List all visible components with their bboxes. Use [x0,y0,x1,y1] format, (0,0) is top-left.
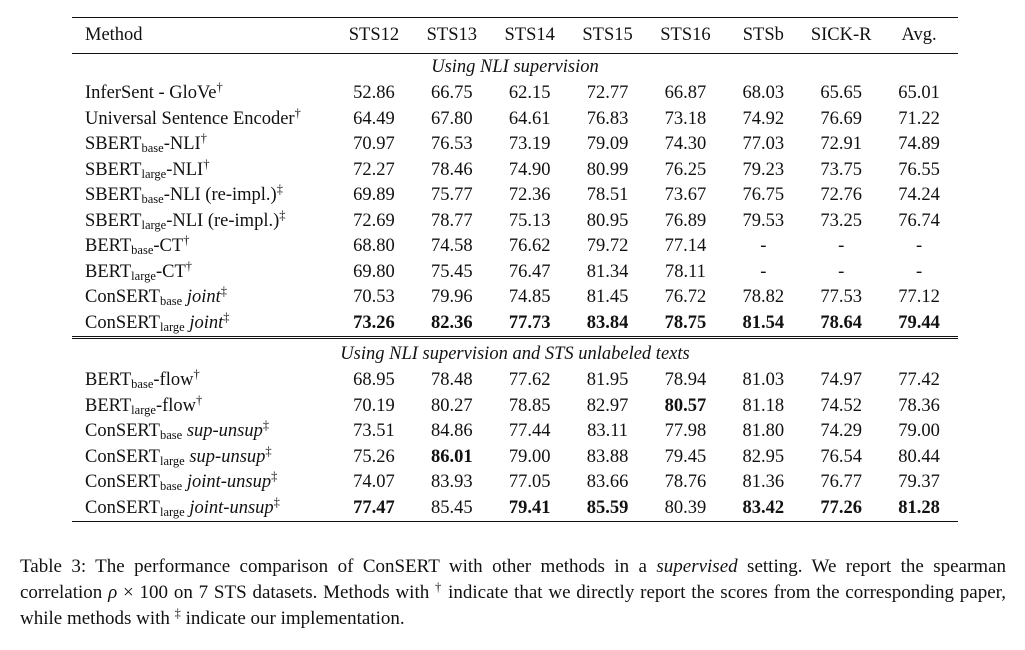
method-name: ConSERT [85,497,160,518]
score-cell: 76.54 [820,446,862,467]
score-cell: 78.82 [742,287,785,307]
column-header: Avg. [880,18,958,54]
method-size: base [159,294,183,308]
score-cell: - [838,261,845,282]
method-size: large [159,453,185,468]
method-name: ConSERT [85,472,160,492]
score-cell: 85.45 [413,496,491,522]
footnote-mark: ‡ [279,207,286,222]
score-cell: 79.23 [742,159,785,180]
score-cell: 79.37 [898,472,940,492]
score-cell: 68.80 [353,236,395,256]
score-cell: 77.47 [335,496,413,522]
score-cell: 76.47 [508,261,551,282]
table-row [72,132,958,158]
method-cell [72,81,335,107]
score-cell: 77.42 [898,370,940,390]
method-suffix: -flow [155,395,197,416]
method-cell [72,470,335,496]
score-cell: 74.52 [820,395,862,416]
score-cell: 80.27 [431,395,473,416]
score-cell: 76.83 [586,108,629,129]
score-cell: 76.77 [820,472,862,492]
footnote-mark: † [185,258,192,273]
table-row [72,285,958,311]
table-row [72,368,958,394]
score-cell: 74.85 [508,287,551,307]
footnote-mark: † [196,392,203,407]
score-cell: 72.77 [586,83,629,103]
caption-text: indicate that we directly report the scores from the corresponding paper, while methods with [20,582,1006,629]
column-header: STS15 [569,18,647,54]
score-cell: 78.48 [431,370,473,390]
score-cell: 83.84 [586,312,629,333]
table-caption [20,554,1006,632]
score-cell: 78.46 [431,159,473,180]
score-cell: 66.87 [664,83,707,103]
method-size: base [131,243,154,257]
table-row [72,234,958,260]
score-cell: 70.53 [353,287,395,307]
score-cell: 75.13 [508,210,551,231]
caption-double-dagger-mark: ‡ [174,606,181,620]
results-table [72,17,958,522]
score-cell: 80.99 [586,159,629,180]
score-cell: 83.11 [587,421,629,441]
method-variant: joint-unsup [186,472,272,492]
score-cell: 65.65 [820,83,862,103]
method-cell [72,368,335,394]
method-name: BERT [85,395,132,416]
score-cell: 69.89 [353,185,395,205]
footnote-mark: ‡ [273,494,280,509]
score-cell: 80.57 [664,395,707,416]
score-cell: 77.73 [508,312,551,333]
score-cell: 64.49 [353,108,395,129]
score-cell: 73.51 [353,421,395,441]
score-cell: 64.61 [508,108,551,129]
section-title: Using NLI supervision [72,54,958,82]
score-cell: 83.93 [431,472,473,492]
score-cell: - [915,236,923,256]
caption-text: Table 3: The performance comparison of ConSERT with other methods in a [20,556,657,577]
score-cell: 81.54 [742,312,785,333]
score-cell: 81.34 [586,261,629,282]
method-cell [72,234,335,260]
score-cell: 74.29 [820,421,862,441]
score-cell: 66.75 [431,83,473,103]
score-cell: - [915,261,923,282]
score-cell: 79.45 [664,446,707,467]
method-suffix: -NLI (re-impl.) [163,185,277,205]
results-table-container [72,17,958,522]
method-name: InferSent - GloVe [85,83,217,103]
method-size: base [141,141,164,155]
column-header: STS16 [647,18,725,54]
score-cell: 86.01 [431,446,473,467]
score-cell: 76.72 [664,287,707,307]
method-name: ConSERT [85,312,160,333]
score-cell: 72.27 [353,159,395,180]
method-name: SBERT [85,159,142,180]
score-cell: 81.03 [742,370,785,390]
footnote-mark: † [193,367,200,381]
score-cell: 77.03 [742,134,785,154]
score-cell: - [760,236,767,256]
score-cell: 73.75 [820,159,862,180]
score-cell: 74.07 [353,472,395,492]
score-cell: 79.44 [898,312,940,333]
method-cell [72,209,335,235]
table-row [72,183,958,209]
score-cell: 75.77 [431,185,473,205]
score-cell: 77.98 [664,421,707,441]
method-cell [72,445,335,471]
score-cell: 67.80 [431,108,473,129]
footnote-mark: ‡ [271,469,278,483]
score-cell: 73.25 [820,210,862,231]
score-cell: 82.95 [742,446,785,467]
score-cell: 77.62 [508,370,551,390]
method-cell [72,107,335,133]
method-variant: joint-unsup [189,497,274,518]
footnote-mark: ‡ [262,418,270,432]
method-size: large [131,402,156,417]
method-suffix: -CT [155,261,186,282]
score-cell: 78.11 [664,261,706,282]
score-cell: 81.95 [586,370,629,390]
score-cell: 83.42 [724,496,802,522]
score-cell: 79.72 [586,236,629,256]
footnote-mark: † [183,233,190,247]
method-cell [72,394,335,420]
score-cell: 78.77 [431,210,473,231]
method-size: large [141,217,167,232]
score-cell: 72.69 [353,210,395,231]
score-cell: 73.67 [664,185,707,205]
score-cell: 76.25 [664,159,707,180]
score-cell: 73.19 [508,134,551,154]
score-cell: 77.26 [802,496,880,522]
table-row [72,209,958,235]
score-cell: 78.85 [508,395,551,416]
method-cell [72,260,335,286]
score-cell: 74.24 [898,185,940,205]
score-cell: 83.88 [586,446,629,467]
footnote-mark: ‡ [276,182,283,196]
score-cell: 79.53 [742,210,785,231]
footnote-mark: † [200,131,207,145]
table-row [72,311,958,338]
score-cell: 81.80 [742,421,785,441]
table-row [72,496,958,522]
score-cell: 80.95 [586,210,629,231]
score-cell: 78.75 [664,312,707,333]
footnote-mark: † [216,80,223,94]
table-row [72,81,958,107]
footnote-mark: ‡ [223,309,230,324]
score-cell: 78.76 [664,472,707,492]
table-row [72,260,958,286]
score-cell: 73.18 [664,108,707,129]
score-cell: 81.28 [880,496,958,522]
score-cell: 80.39 [647,496,725,522]
score-cell: 68.03 [742,83,785,103]
score-cell: 70.97 [353,134,395,154]
score-cell: 65.01 [898,83,940,103]
method-cell [72,158,335,184]
method-cell [72,132,335,158]
score-cell: 76.89 [664,210,707,231]
method-suffix: -flow [153,370,194,390]
score-cell: 77.12 [898,287,940,307]
section-header-row [72,54,958,82]
score-cell: 74.58 [431,236,473,256]
column-header: STSb [724,18,802,54]
score-cell: 79.96 [431,287,473,307]
method-cell [72,496,335,522]
table-row [72,445,958,471]
footnote-mark: † [294,105,301,120]
method-size: large [131,268,156,283]
score-cell: 76.74 [898,210,940,231]
caption-text: × 100 on 7 STS datasets. Methods with [117,582,436,603]
score-cell: 74.89 [898,134,940,154]
method-name: BERT [85,236,132,256]
score-cell: 82.97 [586,395,629,416]
score-cell: 76.62 [508,236,551,256]
score-cell: 78.64 [820,312,862,333]
method-variant: joint [186,287,221,307]
score-cell: - [838,236,845,256]
caption-text: indicate our implementation. [180,608,405,629]
method-size: large [159,319,185,334]
table-row [72,394,958,420]
footnote-mark: ‡ [265,443,272,458]
score-cell: 70.19 [353,395,395,416]
score-cell: 79.09 [586,134,629,154]
method-name: SBERT [85,134,142,154]
score-cell: 77.53 [820,287,862,307]
method-suffix: -NLI (re-impl.) [166,210,280,231]
caption-symbol-rho: ρ [108,582,118,603]
column-header: STS12 [335,18,413,54]
score-cell: 74.90 [508,159,551,180]
score-cell: 78.94 [664,370,707,390]
method-size: base [131,377,154,391]
table-row [72,107,958,133]
score-cell: 77.14 [664,236,707,256]
score-cell: 79.00 [898,421,940,441]
column-header: STS13 [413,18,491,54]
method-cell [72,285,335,311]
method-variant: sup-unsup [186,421,263,441]
method-name: ConSERT [85,287,160,307]
method-cell [72,419,335,445]
score-cell: 81.36 [742,472,785,492]
method-name: Universal Sentence Encoder [85,108,295,129]
method-name: ConSERT [85,446,160,467]
score-cell: 72.91 [820,134,862,154]
score-cell: 82.36 [431,312,473,333]
score-cell: 76.55 [898,159,940,180]
method-cell [72,183,335,209]
section-title: Using NLI supervision and STS unlabeled texts [72,338,958,369]
method-suffix: -CT [153,236,184,256]
score-cell: 84.86 [431,421,473,441]
score-cell: 79.41 [491,496,569,522]
table-row [72,158,958,184]
method-size: base [159,428,183,442]
score-cell: 85.59 [569,496,647,522]
score-cell: 78.51 [586,185,629,205]
method-name: BERT [85,370,132,390]
column-header: STS14 [491,18,569,54]
score-cell: 77.05 [508,472,551,492]
score-cell: 80.44 [898,446,940,467]
score-cell: 76.75 [742,185,785,205]
method-variant: joint [189,312,224,333]
score-cell: 69.80 [353,261,395,282]
score-cell: 83.66 [586,472,629,492]
score-cell: 74.92 [742,108,785,129]
score-cell: 71.22 [898,108,940,129]
score-cell: 81.45 [586,287,629,307]
footnote-mark: ‡ [220,284,227,298]
footnote-mark: † [203,156,210,171]
caption-text: setting. We report the spearman correlation [20,556,1006,603]
method-name: BERT [85,261,132,282]
score-cell: 68.95 [353,370,395,390]
method-size: base [141,192,164,206]
method-suffix: -NLI [163,134,201,154]
table-header-row [72,18,958,54]
score-cell: 75.26 [353,446,395,467]
method-name: SBERT [85,185,142,205]
score-cell: - [760,261,767,282]
method-cell [72,311,335,338]
table-row [72,470,958,496]
column-header: SICK-R [802,18,880,54]
score-cell: 74.97 [820,370,862,390]
method-size: large [141,166,167,181]
score-cell: 79.00 [508,446,551,467]
score-cell: 72.76 [820,185,862,205]
score-cell: 52.86 [353,83,395,103]
method-size: large [159,504,185,519]
score-cell: 78.36 [898,395,940,416]
score-cell: 75.45 [431,261,473,282]
column-header: Method [72,18,335,54]
table-row [72,419,958,445]
score-cell: 62.15 [508,83,551,103]
score-cell: 76.53 [431,134,473,154]
score-cell: 81.18 [742,395,785,416]
score-cell: 74.30 [664,134,707,154]
section-header-row [72,338,958,369]
caption-emphasis: supervised [656,556,738,577]
score-cell: 72.36 [508,185,551,205]
method-variant: sup-unsup [189,446,266,467]
method-name: ConSERT [85,421,160,441]
method-suffix: -NLI [166,159,204,180]
method-size: base [159,479,183,493]
score-cell: 76.69 [820,108,862,129]
score-cell: 73.26 [353,312,395,333]
method-name: SBERT [85,210,142,231]
score-cell: 77.44 [508,421,551,441]
table-body [72,54,958,522]
caption-dagger-mark: † [435,580,443,594]
